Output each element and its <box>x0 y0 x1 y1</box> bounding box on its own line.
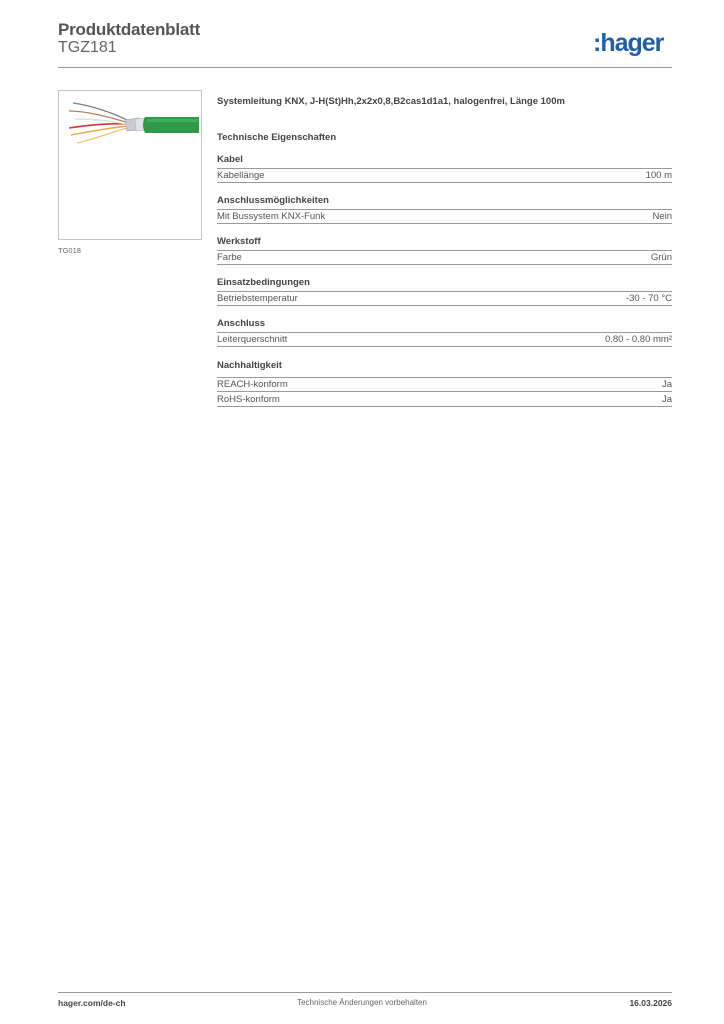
svg-text::hager: :hager <box>593 29 664 57</box>
spec-value: 100 m <box>645 170 672 181</box>
spec-label: REACH-konform <box>217 379 288 390</box>
spec-label: Leiterquerschnitt <box>217 334 288 345</box>
image-caption: TG018 <box>58 246 81 255</box>
group-title-werkstoff: Werkstoff <box>217 236 672 251</box>
group-title-nachhaltigkeit: Nachhaltigkeit <box>217 360 672 378</box>
footer-date: 16.03.2026 <box>629 998 672 1008</box>
spec-row <box>217 210 672 224</box>
spec-row <box>217 251 672 265</box>
spec-label: Mit Bussystem KNX-Funk <box>217 211 326 222</box>
section-title: Technische Eigenschaften <box>217 132 337 143</box>
spec-row <box>217 378 672 392</box>
spec-value: Nein <box>652 211 672 222</box>
spec-row <box>217 292 672 306</box>
specs-content <box>217 95 672 407</box>
footer-note: Technische Änderungen vorbehalten <box>297 998 427 1007</box>
product-description: Systemleitung KNX, J-H(St)Hh,2x2x0,8,B2cas1d1a1, halogenfrei, Länge 100m <box>217 96 565 107</box>
group-title-anschluss: Anschluss <box>217 318 672 333</box>
cable-photo-icon <box>59 91 201 239</box>
spec-label: RoHS-konform <box>217 394 280 405</box>
spec-row <box>217 393 672 407</box>
spec-row <box>217 169 672 183</box>
hager-logo <box>592 28 676 58</box>
spec-value: 0.80 - 0.80 mm² <box>604 334 672 345</box>
spec-value: -30 - 70 °C <box>625 293 672 304</box>
footer-website-link[interactable]: hager.com/de-ch <box>58 998 126 1008</box>
group-title-einsatzbedingungen: Einsatzbedingungen <box>217 277 672 292</box>
spec-value: Ja <box>661 379 672 390</box>
header-divider <box>58 67 672 68</box>
product-image <box>58 90 202 240</box>
spec-row <box>217 333 672 347</box>
spec-label: Farbe <box>217 252 242 263</box>
spec-value: Grün <box>650 252 672 263</box>
group-title-anschlussmoeglichkeiten: Anschlussmöglichkeiten <box>217 195 672 210</box>
product-code: TGZ181 <box>58 39 117 56</box>
footer-divider <box>58 992 672 993</box>
spec-label: Betriebstemperatur <box>217 293 298 304</box>
page-title: Produktdatenblatt <box>58 20 201 39</box>
spec-label: Kabellänge <box>217 170 265 181</box>
spec-value: Ja <box>661 394 672 405</box>
group-title-kabel: Kabel <box>217 154 672 169</box>
